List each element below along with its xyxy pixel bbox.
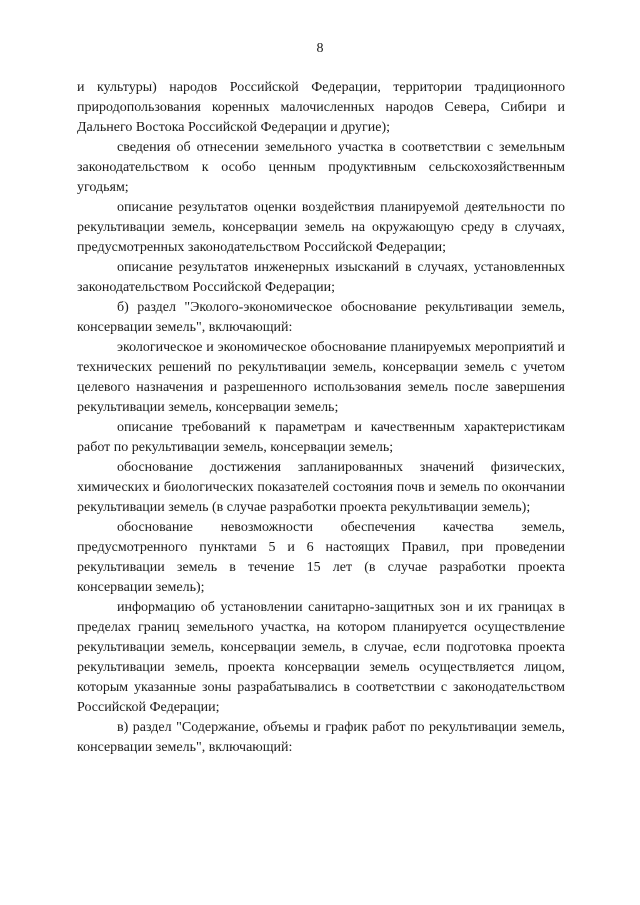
- paragraph-continuation: и культуры) народов Российской Федерации, территории традиционного природопользования коренных малочисленных народов Севера, Сибири и Дальнего Востока Российской Федерации и другие);: [77, 80, 565, 135]
- paragraph: экологическое и экономическое обоснование планируемых мероприятий и технических решений по рекультивации земель, консервации земель с учетом целевого назначения и разрешенного использования земель после завершения рекультивации земель, консервации земель;: [77, 340, 565, 415]
- paragraph: информацию об установлении санитарно-защитных зон и их границах в пределах границ земельного участка, на котором планируется осуществление рекультивации земель, консервации земель, в случае, если подготовка проекта рекультивации земель, проекта консервации земель осуществляется лицом, которым указанные зоны разрабатывались в соответствии с законодательством Российской Федерации;: [77, 600, 565, 715]
- section-heading-b: б) раздел "Эколого-экономическое обоснование рекультивации земель, консервации земель", включающий:: [77, 300, 565, 335]
- paragraph: обоснование достижения запланированных значений физических, химических и биологических показателей состояния почв и земель по окончании рекультивации земель (в случае разработки проекта рекультивации земель);: [77, 460, 565, 515]
- paragraph: обоснование невозможности обеспечения качества земель, предусмотренного пунктами 5 и 6 настоящих Правил, при проведении рекультивации земель в течение 15 лет (в случае разработки проекта консервации земель);: [77, 520, 565, 595]
- page-number: 8: [316, 41, 324, 56]
- document-body: [77, 78, 565, 758]
- section-heading-v: в) раздел "Содержание, объемы и график работ по рекультивации земель, консервации земель", включающий:: [77, 720, 565, 755]
- paragraph: описание результатов инженерных изысканий в случаях, установленных законодательством Российской Федерации;: [77, 260, 565, 295]
- paragraph: сведения об отнесении земельного участка в соответствии с земельным законодательством к особо ценным продуктивным сельскохозяйственным угодьям;: [77, 140, 565, 195]
- paragraph: описание результатов оценки воздействия планируемой деятельности по рекультивации земель, консервации земель на окружающую среду в случаях, предусмотренных законодательством Российской Федерации;: [77, 200, 565, 255]
- paragraph: описание требований к параметрам и качественным характеристикам работ по рекультивации земель, консервации земель;: [77, 420, 565, 455]
